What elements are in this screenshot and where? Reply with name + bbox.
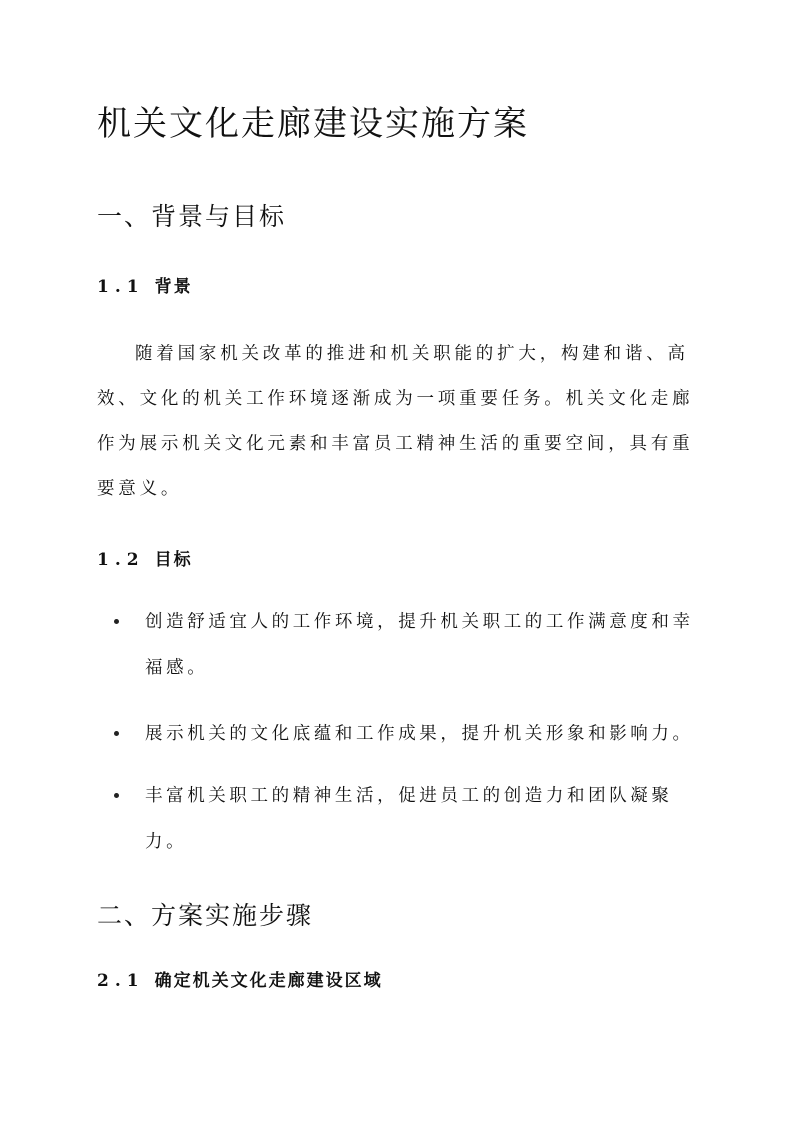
subsection-2-1-number: 2.1 — [97, 971, 145, 991]
goal-list-item-text: 丰富机关职工的精神生活，促进员工的创造力和团队凝聚力。 — [145, 786, 673, 852]
subsection-1-2-title: 目标 — [154, 550, 193, 570]
bullet-dot-icon — [114, 731, 119, 736]
goal-list-item — [114, 599, 704, 691]
goal-list-item-text: 展示机关的文化底蕴和工作成果，提升机关形象和影响力。 — [145, 724, 694, 744]
section-2-heading: 二、方案实施步骤 — [97, 901, 314, 930]
subsection-2-1-heading — [97, 966, 383, 991]
subsection-1-2-number: 1.2 — [97, 550, 145, 570]
bullet-dot-icon — [114, 619, 119, 624]
subsection-2-1-title: 确定机关文化走廊建设区域 — [154, 971, 383, 991]
bullet-dot-icon — [114, 793, 119, 798]
subsection-1-1-number: 1.1 — [97, 277, 145, 297]
background-paragraph: 随着国家机关改革的推进和机关职能的扩大，构建和谐、高效、文化的机关工作环境逐渐成为一项重要任务。机关文化走廊作为展示机关文化元素和丰富员工精神生活的重要空间，具有重要意义。 — [97, 344, 694, 499]
section-1-heading: 一、背景与目标 — [97, 202, 287, 231]
subsection-1-2-heading — [97, 545, 193, 570]
subsection-1-1-heading — [97, 272, 193, 297]
document-title: 机关文化走廊建设实施方案 — [97, 104, 529, 144]
goal-list-item — [114, 711, 704, 757]
subsection-1-1-title: 背景 — [154, 277, 193, 297]
goal-list-item-text: 创造舒适宜人的工作环境，提升机关职工的工作满意度和幸福感。 — [145, 612, 694, 678]
goal-list-item — [114, 773, 704, 865]
